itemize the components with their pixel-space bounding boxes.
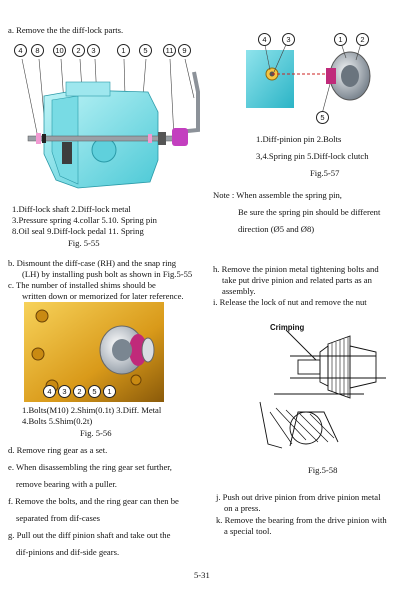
step-d: d. Remove ring gear as a set. xyxy=(8,445,108,455)
fig-5-56-legend-2: 4.Bolts 5.Shim(0.2t) xyxy=(22,416,93,426)
step-e-line-1: e. When disassembling the ring gear set further, xyxy=(8,462,172,472)
callout-9: 9 xyxy=(178,44,191,57)
step-b-line-1: b. Dismount the diff-case (RH) and the snap ring xyxy=(8,258,177,268)
fig-5-57-legend-2: 3,4.Spring pin 5.Diff-lock clutch xyxy=(256,151,369,161)
callout-10: 10 xyxy=(53,44,66,57)
step-c-line-2: written down or memorized for later reference. xyxy=(22,291,184,301)
callout-2: 2 xyxy=(73,385,86,398)
step-h-line-3: assembly. xyxy=(222,286,256,296)
step-h-line-2: take put drive pinion and related parts as an xyxy=(222,275,372,285)
step-f-line-2: separated from dif-cases xyxy=(16,513,100,523)
callout-8: 8 xyxy=(31,44,44,57)
step-k-line-1: k. Remove the bearing from the drive pinion with xyxy=(216,515,387,525)
fig-5-55-caption: Fig. 5-55 xyxy=(68,238,100,248)
callout-4: 4 xyxy=(258,33,271,46)
crimping-label: Crimping xyxy=(270,323,305,332)
callout-1: 1 xyxy=(117,44,130,57)
step-e-line-2: remove bearing with a puller. xyxy=(16,479,117,489)
callout-5: 5 xyxy=(139,44,152,57)
note-line-1: Note : When assemble the spring pin, xyxy=(213,190,342,200)
callout-2: 2 xyxy=(356,33,369,46)
step-c-line-1: c. The number of installed shims should be xyxy=(8,280,156,290)
fig-5-55-legend-2: 3.Pressure spring 4.collar 5.10. Spring pin xyxy=(12,215,157,225)
step-g-line-1: g. Pull out the diff pinion shaft and take out the xyxy=(8,530,171,540)
callout-3: 3 xyxy=(282,33,295,46)
step-h-line-1: h. Remove the pinion metal tightening bolts and xyxy=(213,264,379,274)
callout-4: 4 xyxy=(43,385,56,398)
step-g-line-2: dif-pinions and dif-side gears. xyxy=(16,547,120,557)
fig-5-56-caption: Fig. 5-56 xyxy=(80,428,112,438)
fig-5-57-caption: Fig.5-57 xyxy=(310,168,340,178)
page-number: 5-31 xyxy=(194,570,210,580)
fig-5-55-illustration xyxy=(8,42,208,198)
step-b-line-2: (LH) by installing push bolt as shown in Fig.5-55 xyxy=(22,269,193,279)
fig-5-58-caption: Fig.5-58 xyxy=(308,465,338,475)
callout-2: 2 xyxy=(72,44,85,57)
fig-5-57-legend-1: 1.Diff-pinion pin 2.Bolts xyxy=(256,134,342,144)
callout-3: 3 xyxy=(58,385,71,398)
fig-5-58-illustration xyxy=(246,316,396,452)
note-line-3: direction (Ø5 and Ø8) xyxy=(238,224,315,234)
fig-5-55-legend-3: 8.Oil seal 9.Diff-lock pedal 11. Spring xyxy=(12,226,144,236)
fig-5-56-legend-1: 1.Bolts(M10) 2.Shim(0.1t) 3.Diff. Metal xyxy=(22,405,162,415)
step-a: a. Remove the the diff-lock parts. xyxy=(8,25,124,35)
note-line-2: Be sure the spring pin should be different xyxy=(238,207,381,217)
fig-5-55-legend-1: 1.Diff-lock shaft 2.Diff-lock metal xyxy=(12,204,131,214)
callout-3: 3 xyxy=(87,44,100,57)
callout-5: 5 xyxy=(88,385,101,398)
callout-1: 1 xyxy=(334,33,347,46)
callout-4: 4 xyxy=(14,44,27,57)
step-j-line-1: j. Push out drive pinion from drive pinion metal xyxy=(216,492,381,502)
step-f-line-1: f. Remove the bolts, and the ring gear can then be xyxy=(8,496,179,506)
step-i: i. Release the lock of nut and remove the nut xyxy=(213,297,367,307)
callout-5: 5 xyxy=(316,111,329,124)
callout-1: 1 xyxy=(103,385,116,398)
step-j-line-2: on a press. xyxy=(224,503,261,513)
step-k-line-2: a special tool. xyxy=(224,526,272,536)
callout-11: 11 xyxy=(163,44,176,57)
